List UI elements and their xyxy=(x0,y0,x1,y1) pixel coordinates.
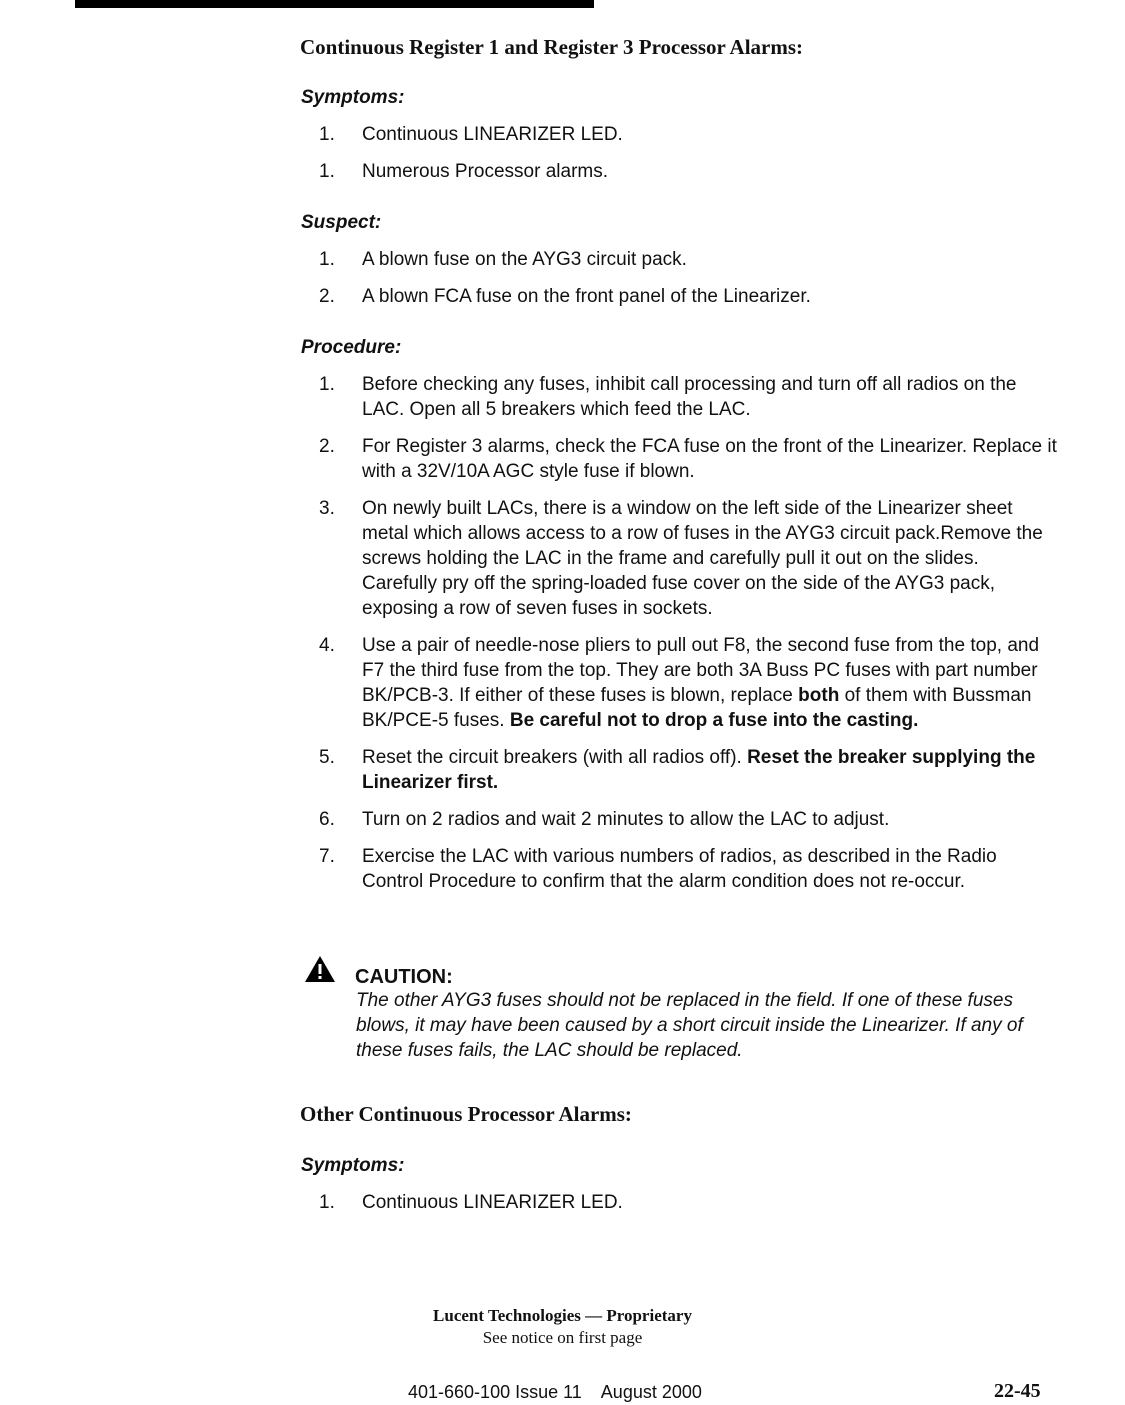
symptoms-list xyxy=(319,122,1059,184)
symptoms-list xyxy=(319,1190,1059,1215)
list-item: 2. A blown FCA fuse on the front panel of the Linearizer. xyxy=(319,286,811,307)
list-item: 1. Continuous LINEARIZER LED. xyxy=(319,1192,623,1213)
footer-notice: See notice on first page xyxy=(482,1328,643,1347)
warning-triangle-icon xyxy=(304,955,336,983)
caution-text: The other AYG3 fuses should not be replaced in the field. If one of these fuses blows, it may have been caused by a short circuit inside the Linearizer. If any of these fuses fails, the LAC should be replaced. xyxy=(356,990,1023,1061)
symptoms-label: Symptoms: xyxy=(301,87,405,108)
caution-title: CAUTION: xyxy=(355,966,453,988)
procedure-label: Procedure: xyxy=(301,337,402,358)
procedure-list xyxy=(319,372,1059,894)
list-item: 1. Continuous LINEARIZER LED. xyxy=(319,124,623,145)
suspect-label: Suspect: xyxy=(301,212,382,233)
suspect-list xyxy=(319,247,1059,309)
footer-company: Lucent Technologies — Proprietary xyxy=(433,1306,692,1325)
list-item: 2. For Register 3 alarms, check the FCA fuse on the front of the Linearizer. Replace it with a 32V/10A AGC style fuse if blown. xyxy=(319,436,1057,482)
list-item: 4. Use a pair of needle-nose pliers to pull out F8, the second fuse from the top, and F7 the third fuse from the top. They are both 3A Buss PC fuses with part number BK/PCB-3. If either of these fuses is blown, replace both of them with Bussman BK/PCE-5 fuses. Be careful not to drop a fuse into the casting. xyxy=(319,635,1040,731)
list-item: 3. On newly built LACs, there is a window on the left side of the Linearizer sheet metal which allows access to a row of fuses in the AYG3 circuit pack.Remove the screws holding the LAC in the frame and carefully pull it out on the slides. Carefully pry off the spring-loaded fuse cover on the side of the AYG3 pack, exposing a row of seven fuses in sockets. xyxy=(319,498,1043,619)
footer-doc-id: 401-660-100 Issue 11 August 2000 xyxy=(408,1382,702,1402)
symptoms-label: Symptoms: xyxy=(301,1155,405,1176)
section-heading-other-alarms: Other Continuous Processor Alarms: xyxy=(300,1102,632,1126)
list-item: 1. Numerous Processor alarms. xyxy=(319,161,609,182)
list-item: 7. Exercise the LAC with various numbers of radios, as described in the Radio Control Procedure to confirm that the alarm condition does not re-occur. xyxy=(319,846,997,892)
list-item: 6. Turn on 2 radios and wait 2 minutes to allow the LAC to adjust. xyxy=(319,809,890,830)
section-heading-register-alarms: Continuous Register 1 and Register 3 Processor Alarms: xyxy=(300,35,804,59)
list-item: 1. Before checking any fuses, inhibit call processing and turn off all radios on the LAC. Open all 5 breakers which feed the LAC. xyxy=(319,374,1017,420)
page-number: 22-45 xyxy=(994,1380,1041,1402)
list-item: 1. A blown fuse on the AYG3 circuit pack. xyxy=(319,249,687,270)
list-item: 5. Reset the circuit breakers (with all radios off). Reset the breaker supplying the Linearizer first. xyxy=(319,747,1036,793)
top-rule xyxy=(75,0,594,8)
